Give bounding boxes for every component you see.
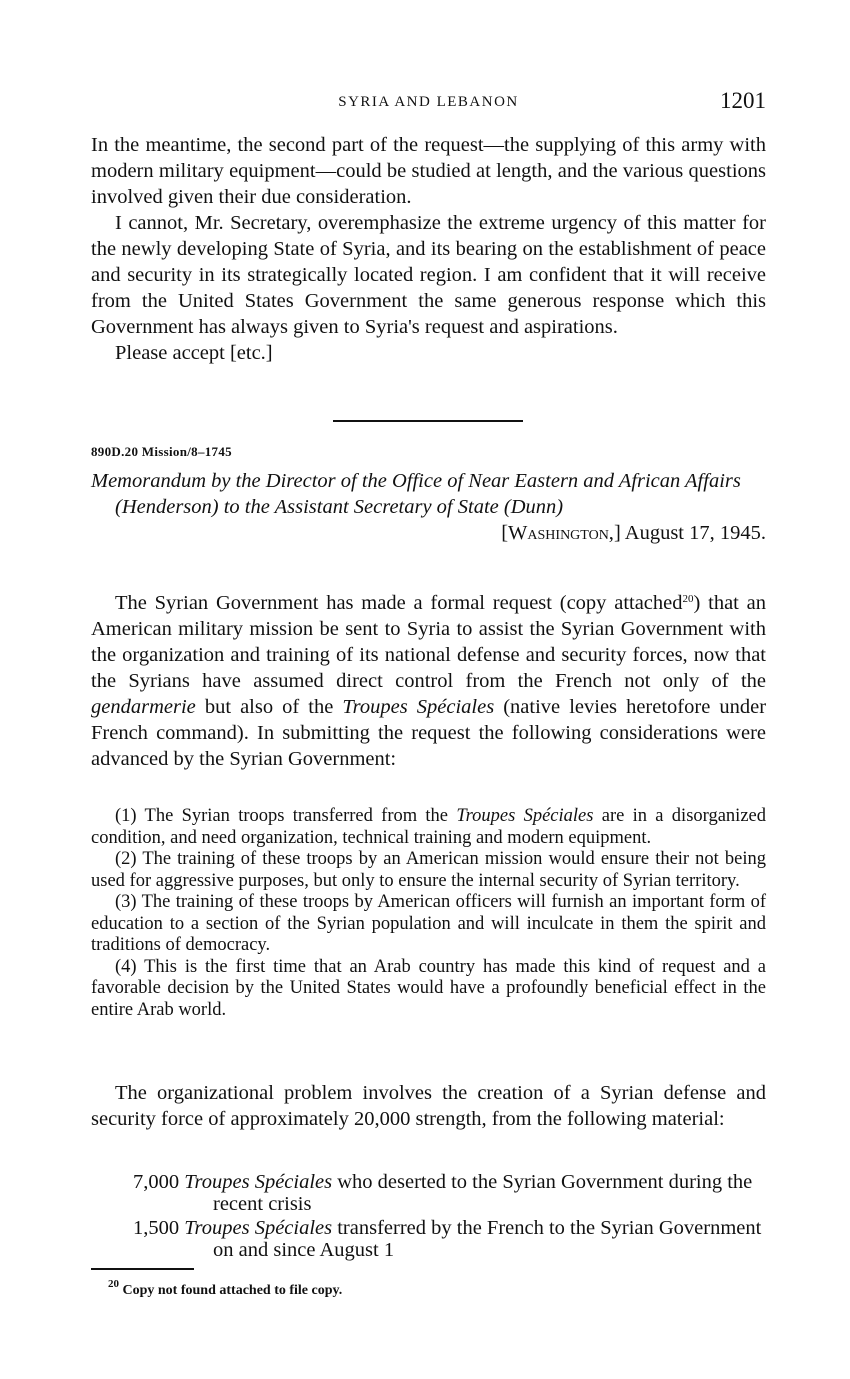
footnote-divider (91, 1268, 194, 1270)
dateline (91, 520, 766, 546)
italic-term: Troupes Spéciales (184, 1171, 333, 1193)
footnote-mark: 20 (108, 1278, 119, 1290)
item-number: (4) (115, 956, 137, 977)
paragraph: The organizational problem involves the creation of a Syrian defense and security force of approximately 20,000 strength, from the following material: (91, 1082, 766, 1130)
paragraph: I cannot, Mr. Secretary, overemphasize the extreme urgency of this matter for the newly developing State of Syria, and its bearing on the establishment of peace and security in its strategically located region. I am confident that it will receive from the United States Government the same generous response which this Government has always given to Syria's request and aspirations. (91, 212, 766, 338)
page-number: 1201 (720, 88, 766, 113)
list-item (91, 806, 766, 849)
text-run: are in a disorganized condition, and need organization, technical training and modern equipment. (91, 806, 766, 848)
running-title: SYRIA AND LEBANON (338, 94, 519, 110)
item-number: (1) (115, 806, 137, 826)
date: August 17, 1945. (624, 522, 766, 544)
list-item (91, 957, 766, 1022)
item-count: 1,500 (133, 1217, 180, 1239)
italic-term: Troupes Spéciales (184, 1217, 333, 1239)
italic-term: Troupes Spéciales (456, 806, 594, 826)
material-list (91, 1172, 766, 1264)
footnote-text: Copy not found attached to file copy. (122, 1283, 343, 1298)
memo-heading: Memorandum by the Director of the Office of Near Eastern and African Affairs (Henderson) to the Assistant Secretary of State (Dunn) (91, 470, 741, 518)
organizational-paragraph (91, 1080, 766, 1132)
text-run: The training of these troops by an American mission would ensure their not being used for aggressive purposes, but only to ensure the internal security of Syrian territory. (91, 849, 766, 891)
item-number: (2) (115, 849, 137, 869)
material-item (91, 1218, 766, 1261)
item-description: who deserted to the Syrian Government during the recent crisis (213, 1171, 753, 1215)
text-run: The training of these troops by American officers will furnish an important form of education to a section of the Syrian population and will inculcate in them the spirit and traditions of democracy. (91, 892, 766, 955)
paragraph: In the meantime, the second part of the request—the supplying of this army with modern military equipment—could be studied at length, and the various questions involved given their due consideration. (91, 134, 766, 208)
footnote (108, 1278, 343, 1299)
date-close: ] (613, 522, 621, 544)
continuation-text (91, 132, 766, 366)
item-description: transferred by the French to the Syrian Government on and since August 1 (213, 1217, 762, 1261)
memo-intro (91, 590, 766, 772)
italic-term: Troupes Spéciales (342, 696, 495, 718)
footnote-reference: 20 (682, 593, 694, 605)
date-place: Washington, (508, 522, 614, 544)
closing-line: Please accept [etc.] (115, 342, 273, 364)
date-open: [ (501, 522, 509, 544)
text-run: The Syrian troops transferred from the (144, 806, 449, 826)
item-count: 7,000 (133, 1171, 180, 1193)
file-reference: 890D.20 Mission/8–1745 (91, 444, 232, 459)
list-item (91, 892, 766, 957)
italic-term: gendarmerie (91, 696, 196, 718)
material-item (91, 1172, 766, 1215)
text-run: but also of the (204, 696, 334, 718)
text-run: This is the first time that an Arab country has made this kind of request and a favorable decision by the United States would have a profoundly beneficial effect in the entire Arab world. (91, 956, 766, 1020)
memo-file-ref (91, 443, 766, 461)
list-item (91, 849, 766, 892)
considerations-list (91, 806, 766, 1021)
text-run: The Syrian Government has made a formal request (copy attached (115, 592, 683, 614)
running-head (91, 88, 766, 118)
text-run: (native levies heretofore under French command). In submitting the request the following considerations were advanced by the Syrian Government: (91, 696, 767, 770)
memo-heading-block (91, 468, 766, 546)
item-number: (3) (115, 892, 137, 912)
paragraph (91, 590, 766, 772)
text-run: ) that an American military mission be sent to Syria to assist the Syrian Government with the organization and training of its national defense and security forces, now that the Syrians have assumed direct control from the French not only of the (91, 592, 766, 692)
section-divider (333, 420, 523, 422)
